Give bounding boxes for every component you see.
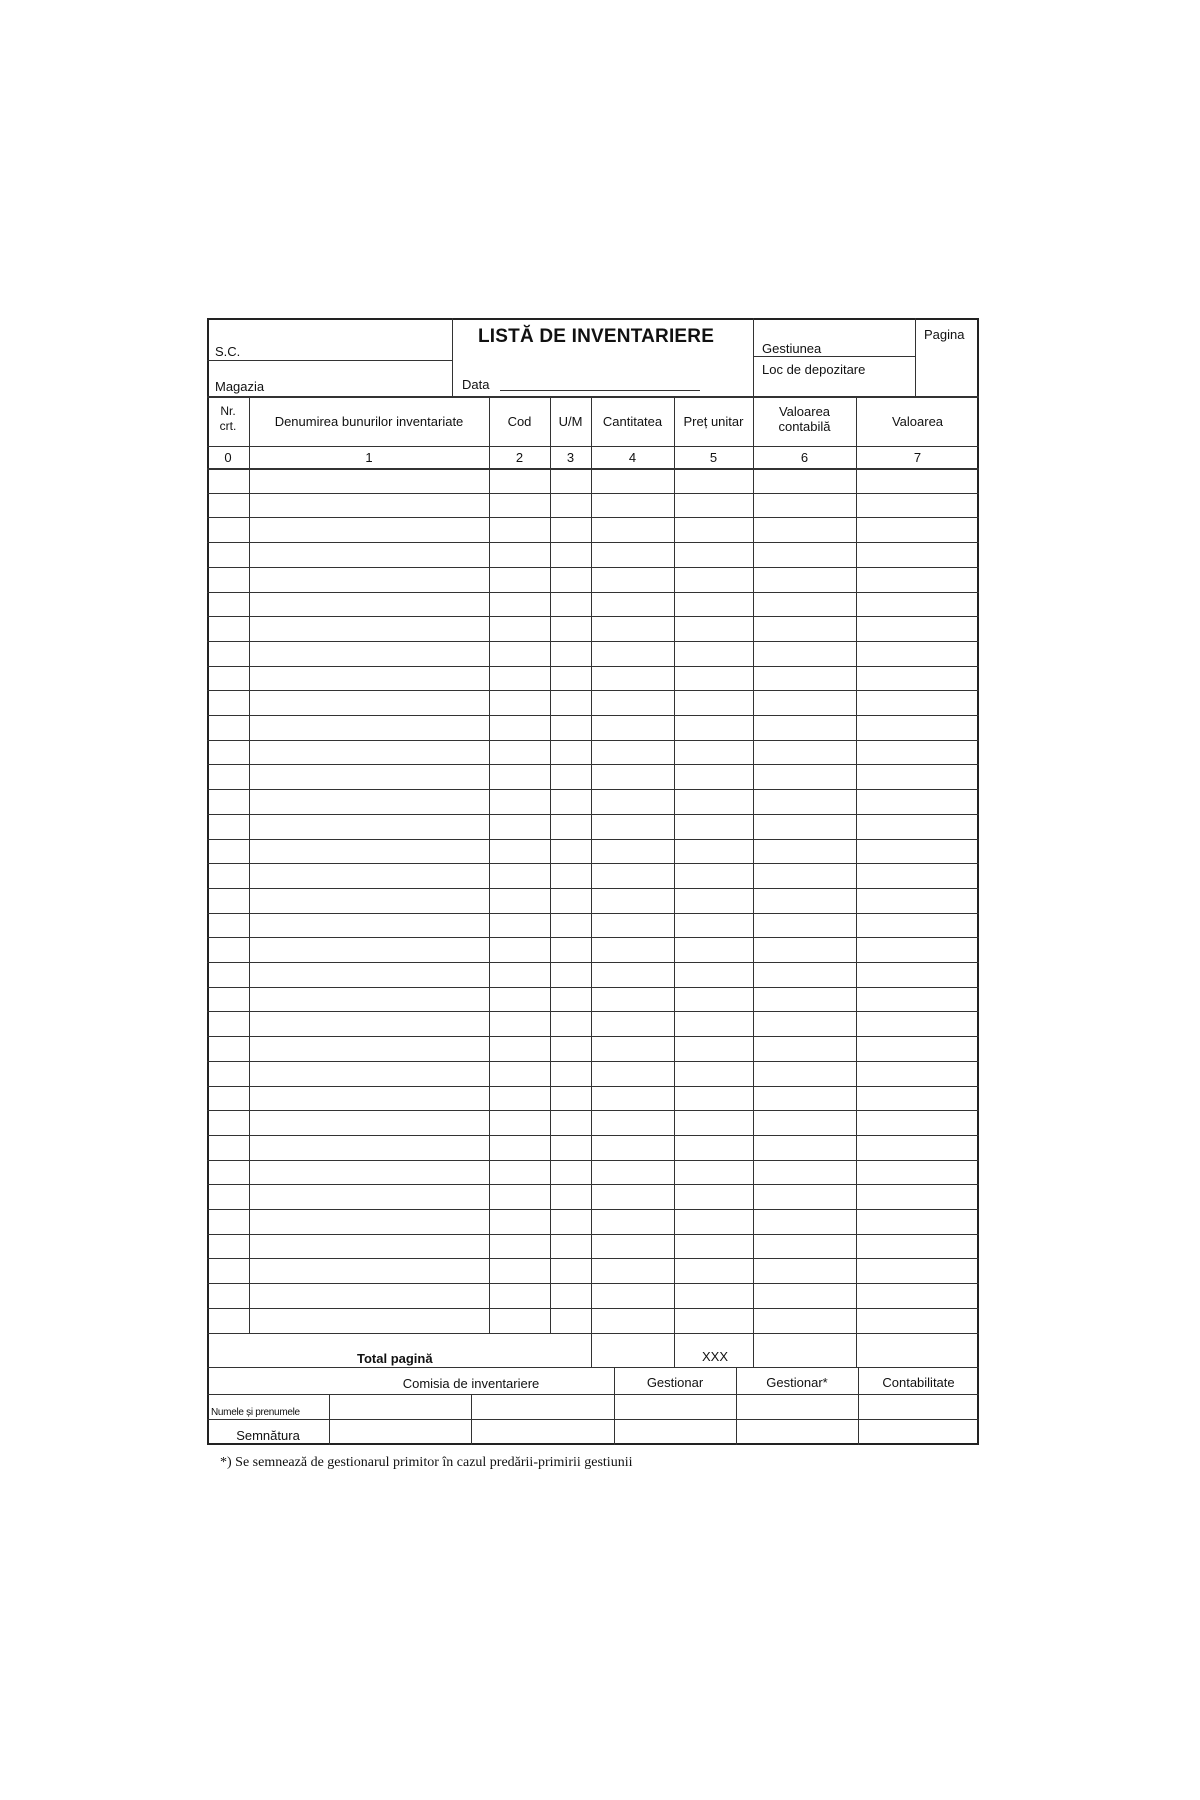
column-header-6: Valoarea contabilă: [778, 404, 831, 434]
column-number-1: 1: [365, 450, 373, 465]
commission-split-line: [471, 1394, 472, 1445]
row-line: [207, 814, 979, 815]
column-header-4: Cantitatea: [602, 414, 663, 429]
row-line: [207, 937, 979, 938]
column-number-2: 2: [515, 450, 524, 465]
column-number-5: 5: [709, 450, 718, 465]
date-input-line[interactable]: [500, 390, 700, 391]
names-label: Numele și prenumele: [211, 1407, 300, 1418]
totals-bottom-line: [207, 1367, 979, 1368]
warehouse-label: Magazia: [215, 379, 265, 394]
signature-column-line: [329, 1394, 330, 1445]
row-line: [207, 1308, 979, 1309]
row-line: [207, 863, 979, 864]
row-line: [207, 641, 979, 642]
row-line: [207, 542, 979, 543]
row-line: [207, 913, 979, 914]
row-line: [207, 764, 979, 765]
row-line: [207, 1283, 979, 1284]
column-number-3: 3: [566, 450, 575, 465]
column-line: [753, 396, 754, 1333]
signature-column-line: [736, 1394, 737, 1445]
storage-label: Loc de depozitare: [762, 362, 866, 377]
column-header-5: Preț unitar: [683, 414, 744, 429]
row-line: [207, 1086, 979, 1087]
company-line: [207, 360, 452, 361]
document-title: LISTĂ DE INVENTARIERE: [478, 326, 715, 347]
row-line: [207, 888, 979, 889]
row-line: [207, 1160, 979, 1161]
total-page-label: Total pagină: [357, 1351, 433, 1366]
totals-column-line: [591, 1333, 592, 1368]
column-header-3: U/M: [558, 414, 583, 429]
row-line: [207, 1011, 979, 1012]
inventory-form: [207, 318, 979, 1445]
row-line: [207, 1061, 979, 1062]
footnote: *) Se semnează de gestionarul primitor în cazul predării-primirii gestiunii: [220, 1455, 633, 1470]
signature-column-line: [858, 1394, 859, 1445]
receiving-manager-label: Gestionar*: [766, 1375, 828, 1390]
commission-label: Comisia de inventariere: [402, 1376, 540, 1391]
price-placeholder: XXX: [702, 1349, 729, 1364]
row-line: [207, 567, 979, 568]
date-label: Data: [462, 377, 490, 392]
row-line: [207, 1333, 979, 1334]
accounting-label: Contabilitate: [882, 1375, 955, 1390]
header-divider-left: [452, 318, 453, 396]
management-line: [753, 356, 915, 357]
row-line: [207, 1135, 979, 1136]
numbers-bottom-line: [207, 468, 979, 470]
company-label: S.C.: [215, 344, 241, 359]
row-line: [207, 740, 979, 741]
row-line: [207, 1258, 979, 1259]
column-header-1: Denumirea bunurilor inventariate: [274, 414, 464, 429]
row-line: [207, 715, 979, 716]
totals-column-line: [856, 1333, 857, 1368]
column-number-4: 4: [628, 450, 637, 465]
page-label: Pagina: [924, 327, 965, 342]
row-line: [207, 517, 979, 518]
column-line: [856, 396, 857, 1333]
column-line: [249, 396, 250, 1333]
row-line: [207, 1234, 979, 1235]
row-line: [207, 1209, 979, 1210]
row-line: [207, 1184, 979, 1185]
signature-row-line: [207, 1419, 979, 1420]
totals-column-line: [753, 1333, 754, 1368]
row-line: [207, 987, 979, 988]
column-line: [591, 396, 592, 1333]
row-line: [207, 493, 979, 494]
row-line: [207, 789, 979, 790]
row-line: [207, 616, 979, 617]
column-line: [489, 396, 490, 1333]
signature-column-line: [614, 1394, 615, 1445]
column-number-7: 7: [913, 450, 922, 465]
column-line: [550, 396, 551, 1333]
row-line: [207, 962, 979, 963]
signature-header-line: [207, 1394, 979, 1395]
column-number-0: 0: [224, 450, 232, 465]
header-bottom-line: [207, 396, 979, 398]
column-header-0: Nr. crt.: [219, 404, 237, 433]
signature-label: Semnătura: [236, 1428, 300, 1443]
row-line: [207, 1110, 979, 1111]
row-line: [207, 592, 979, 593]
column-header-2: Cod: [507, 414, 532, 429]
column-line: [674, 396, 675, 1333]
management-label: Gestiunea: [762, 341, 822, 356]
numbers-top-line: [207, 446, 979, 447]
column-number-6: 6: [800, 450, 809, 465]
row-line: [207, 666, 979, 667]
header-divider-right: [753, 318, 754, 396]
page-divider: [915, 318, 916, 396]
manager-label: Gestionar: [646, 1375, 704, 1390]
totals-column-line: [674, 1333, 675, 1368]
row-line: [207, 690, 979, 691]
row-line: [207, 839, 979, 840]
row-line: [207, 1036, 979, 1037]
column-header-7: Valoarea: [891, 414, 944, 429]
